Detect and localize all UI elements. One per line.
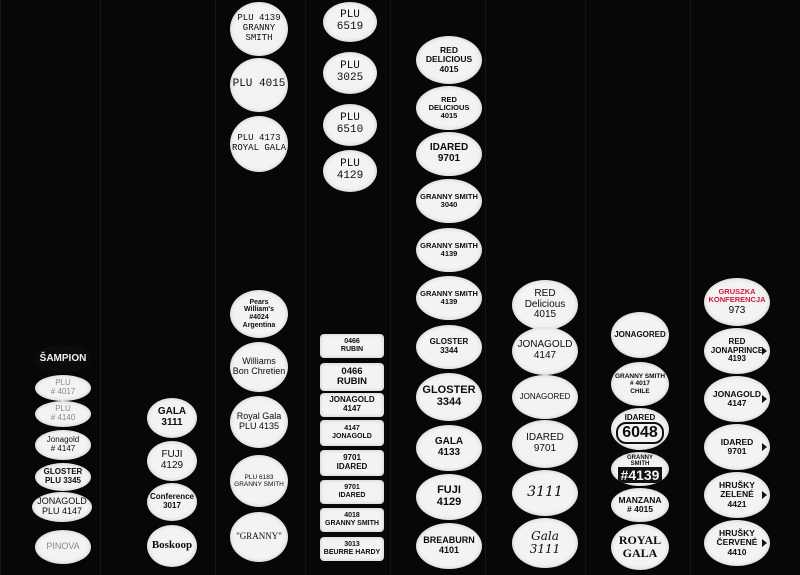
fruit-sticker: GALA 3111 (147, 398, 197, 438)
fruit-sticker: GALA 4133 (416, 425, 482, 471)
fruit-sticker: 9701 IDARED (320, 480, 384, 504)
fruit-sticker: RED JONAPRINCE 4193 (704, 328, 770, 374)
fruit-sticker: FUJI 4129 (147, 441, 197, 481)
fruit-sticker: 0466 RUBIN (320, 334, 384, 358)
fruit-sticker: Boskoop (147, 525, 197, 567)
fruit-sticker: GRANNY SMITH 4139 (416, 276, 482, 320)
fruit-sticker: GRANNY SMITH 4139 (416, 228, 482, 272)
fruit-sticker: PLU 4173 ROYAL GALA (230, 116, 288, 172)
fruit-sticker: RED Delicious 4015 (512, 280, 578, 330)
fruit-sticker: Gala 3111 (512, 518, 578, 568)
fruit-sticker: RED DELICIOUS 4015 (416, 86, 482, 130)
fruit-sticker: RED DELICIOUS 4015 (416, 36, 482, 84)
fruit-sticker: Jonagold # 4147 (35, 430, 91, 460)
fruit-sticker: JONAGOLD 4147 (320, 393, 384, 417)
fruit-sticker: HRUŠKY ČERVENÉ 4410 (704, 520, 770, 566)
fruit-sticker: Williams Bon Chretien (230, 342, 288, 392)
fruit-sticker: FUJI 4129 (416, 474, 482, 520)
fruit-sticker: PINOVA (35, 530, 91, 564)
granny-label-text: GRANNY SMITH (626, 454, 653, 467)
fruit-sticker: JONAGORED (512, 375, 578, 419)
fruit-sticker: IDARED 9701 (416, 132, 482, 176)
fruit-sticker: PLU 4139 GRANNY SMITH (230, 2, 288, 56)
fruit-sticker: GLOSTER PLU 3345 (35, 463, 91, 491)
arrow-icon (762, 347, 767, 355)
fruit-sticker: 3013 BEURRE HARDY (320, 537, 384, 561)
fruit-sticker: Royal Gala PLU 4135 (230, 396, 288, 448)
fruit-sticker: MANZANA # 4015 (611, 488, 669, 522)
gruszka-code: 973 (728, 304, 746, 316)
fruit-sticker: HRUŠKY ZELENÉ 4421 (704, 472, 770, 518)
fruit-sticker: ROYAL GALA (611, 524, 669, 570)
granny-smith-4139-label (618, 455, 663, 484)
fruit-sticker (704, 278, 770, 326)
fruit-sticker: JONAGORED (611, 312, 669, 358)
fruit-sticker: ŠAMPION (35, 345, 91, 373)
fruit-sticker: GLOSTER 3344 (416, 325, 482, 369)
gruszka-label (708, 288, 765, 316)
arrow-icon (762, 443, 767, 451)
code-6048: 6048 (616, 422, 664, 444)
fruit-sticker: PLU # 4017 (35, 375, 91, 401)
arrow-icon (762, 395, 767, 403)
idared-6048-label (616, 414, 664, 445)
fruit-sticker: PLU 6510 (323, 104, 377, 146)
fruit-sticker (611, 408, 669, 450)
arrow-icon (762, 491, 767, 499)
fruit-sticker: PLU # 4140 (35, 401, 91, 427)
fruit-sticker: Conference 3017 (147, 483, 197, 521)
fruit-sticker: 4147 JONAGOLD (320, 420, 384, 446)
fruit-sticker: 3111 (512, 470, 578, 516)
fruit-sticker: JONAGOLD 4147 (512, 327, 578, 375)
fruit-sticker: GLOSTER 3344 (416, 373, 482, 421)
fruit-sticker: PLU 3025 (323, 52, 377, 94)
fruit-sticker: JONAGOLD 4147 (704, 376, 770, 422)
fruit-sticker: 0466 RUBIN (320, 363, 384, 391)
fruit-sticker: 9701 IDARED (320, 450, 384, 476)
fruit-sticker: IDARED 9701 (512, 420, 578, 468)
fruit-sticker: GRANNY SMITH 3040 (416, 179, 482, 223)
fruit-sticker: "GRANNY" (230, 512, 288, 562)
fruit-sticker: PLU 4129 (323, 150, 377, 192)
fruit-sticker: PLU 6183 GRANNY SMITH (230, 455, 288, 507)
arrow-icon (762, 539, 767, 547)
fruit-sticker: 4018 GRANNY SMITH (320, 508, 384, 532)
fruit-sticker: IDARED 9701 (704, 424, 770, 470)
fruit-sticker: PLU 6519 (323, 2, 377, 42)
gruszka-title: GRUSZKA KONFERENCJA (708, 287, 766, 305)
idared-label-text: IDARED (624, 412, 656, 422)
fruit-sticker: PLU 4015 (230, 58, 288, 112)
code-4139: #4139 (618, 467, 663, 483)
fruit-sticker: JONAGOLD PLU 4147 (32, 492, 92, 522)
fruit-sticker: Pears William's #4024 Argentina (230, 290, 288, 338)
fruit-sticker (611, 452, 669, 486)
fruit-sticker: GRANNY SMITH # 4017 CHILE (611, 362, 669, 406)
fruit-sticker: BREABURN 4101 (416, 523, 482, 569)
